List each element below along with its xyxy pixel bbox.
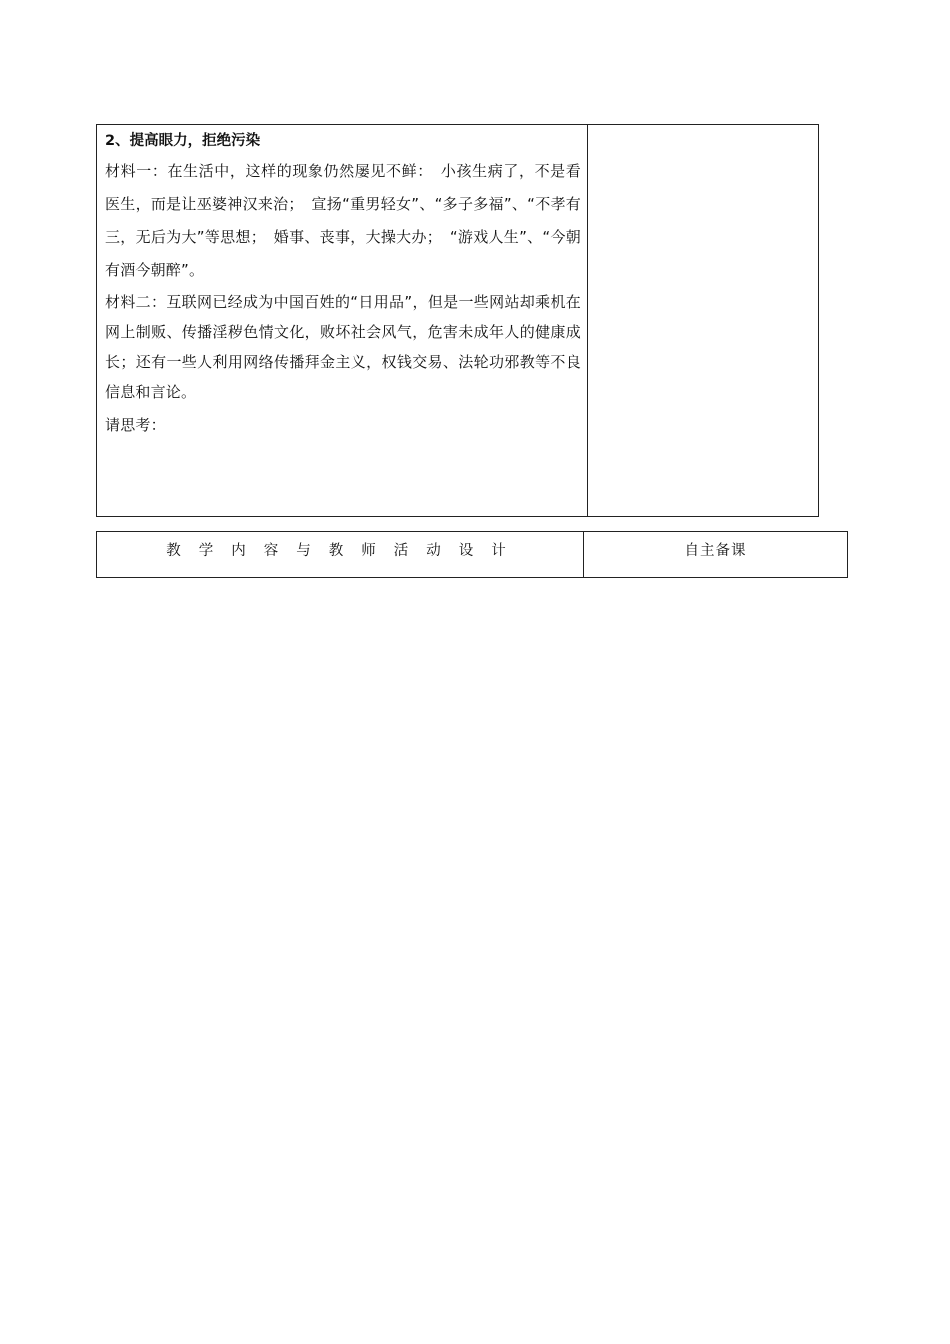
self-prep-header: 自主备课 — [684, 543, 747, 559]
self-prep-cell — [588, 125, 818, 516]
teaching-design-header: 教学内容与教师活动设计 — [97, 532, 584, 577]
material-one-paragraph: 材料一：在生活中，这样的现象仍然屡见不鲜： 小孩生病了，不是看医生，而是让巫婆神汉来治； 宣扬“重男轻女”、“多子多福”、“不孝有三，无后为大”等思想； 婚事、丧事，大操大办； “游戏人生”、“今朝有酒今朝醉”。 — [105, 162, 581, 279]
material-two-paragraph: 材料二：互联网已经成为中国百姓的“日用品”，但是一些网站却乘机在网上制贩、传播淫秽色情文化，败坏社会风气，危害未成年人的健康成长；还有一些人利用网络传播拜金主义，权钱交易、法轮功邪教等不良信息和言论。 — [105, 293, 581, 401]
main-content-cell — [97, 125, 588, 516]
think-prompt: 请思考： — [105, 416, 166, 434]
lesson-content-table — [96, 124, 819, 517]
header-row-table — [96, 531, 848, 578]
section-heading: 2、提高眼力，拒绝污染 — [105, 133, 261, 149]
